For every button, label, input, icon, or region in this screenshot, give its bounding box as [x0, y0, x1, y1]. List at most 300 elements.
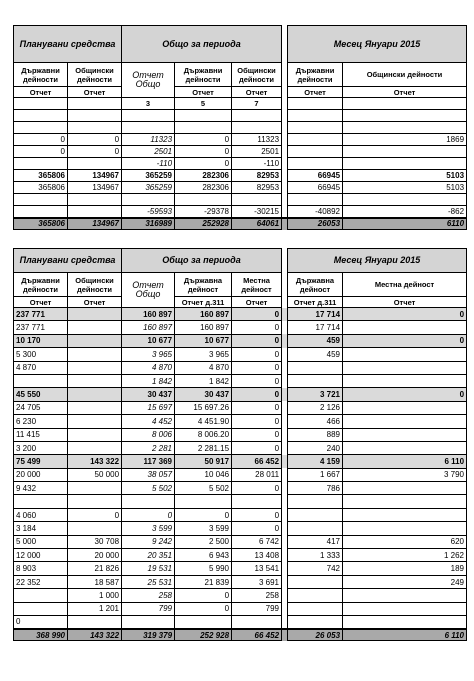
- table-cell: 9 432: [14, 482, 68, 495]
- table-cell: 5 300: [14, 348, 68, 361]
- table-cell: 3 721: [288, 388, 343, 401]
- table-cell: 0: [175, 134, 232, 146]
- table-cell: 1 842: [122, 374, 175, 387]
- table-cell: 82953: [232, 182, 282, 194]
- table-row: [14, 374, 467, 387]
- table-cell: 4 870: [122, 361, 175, 374]
- table-cell: 0: [232, 388, 282, 401]
- table-cell: 0: [232, 508, 282, 521]
- table-row: [14, 495, 467, 508]
- table-cell: 0: [175, 589, 232, 602]
- table-cell: [122, 615, 175, 628]
- table-cell: 15 697: [122, 401, 175, 414]
- table-cell: [175, 110, 232, 122]
- table-cell: 8 006: [122, 428, 175, 441]
- table-cell: [343, 122, 467, 134]
- table-row: [14, 468, 467, 481]
- table-cell: 5 000: [14, 535, 68, 548]
- table-cell: 4 159: [288, 455, 343, 468]
- table-cell: 0: [68, 146, 122, 158]
- table-cell: 0: [343, 308, 467, 321]
- table-cell: -40892: [288, 206, 343, 218]
- table-cell: 30 437: [122, 388, 175, 401]
- sub-report: Отчет: [14, 297, 68, 308]
- table-cell: 9 242: [122, 535, 175, 548]
- table-cell: [68, 206, 122, 218]
- table-cell: 0: [232, 441, 282, 454]
- table-cell: 0: [232, 361, 282, 374]
- table-cell: 0: [68, 134, 122, 146]
- table-cell: [288, 522, 343, 535]
- table-row: [14, 401, 467, 414]
- table-cell: [122, 495, 175, 508]
- period-total-header: Общо за периода: [122, 249, 282, 273]
- table-cell: [343, 602, 467, 615]
- table-cell: [68, 361, 122, 374]
- table-cell: 620: [343, 535, 467, 548]
- col-total-report: Отчет Общо: [122, 63, 175, 98]
- table-cell: 1 333: [288, 549, 343, 562]
- table-row: [14, 455, 467, 468]
- table-cell: 143 322: [68, 455, 122, 468]
- table-total-row: 368 990 143 322 319 379 252 928 66 452 26 053 6 110: [14, 629, 467, 641]
- table-cell: 459: [288, 348, 343, 361]
- table-cell: 20 000: [14, 468, 68, 481]
- table-cell: [288, 146, 343, 158]
- table-cell: [14, 206, 68, 218]
- table-cell: 0: [232, 321, 282, 334]
- table-cell: 13 408: [232, 549, 282, 562]
- table-cell: [68, 374, 122, 387]
- table-cell: 1 667: [288, 468, 343, 481]
- col-state-period: Държавни дейности: [175, 63, 232, 87]
- table-cell: [343, 401, 467, 414]
- table-cell: [288, 158, 343, 170]
- table-cell: 0: [232, 348, 282, 361]
- table-cell: 160 897: [122, 321, 175, 334]
- table-total-row: 365806 134967 316989 252928 64061 26053 6110: [14, 218, 467, 230]
- table-row: [14, 134, 467, 146]
- table-cell: 11323: [122, 134, 175, 146]
- table-cell: 8 006.20: [175, 428, 232, 441]
- table-row: [14, 575, 467, 588]
- sub-report: Отчет: [232, 297, 282, 308]
- table-cell: 0: [14, 615, 68, 628]
- table-cell: 12 000: [14, 549, 68, 562]
- table-cell: [68, 308, 122, 321]
- table-cell: 160 897: [175, 308, 232, 321]
- table-cell: [343, 361, 467, 374]
- table-row: [14, 110, 467, 122]
- table-cell: [122, 194, 175, 206]
- table-cell: 10 677: [122, 334, 175, 347]
- table-cell: 2 281: [122, 441, 175, 454]
- table-cell: [68, 615, 122, 628]
- table-cell: 6 943: [175, 549, 232, 562]
- table-cell: [343, 374, 467, 387]
- table-cell: [343, 482, 467, 495]
- table-cell: -110: [122, 158, 175, 170]
- table-cell: [68, 428, 122, 441]
- table-cell: 134967: [68, 170, 122, 182]
- table-cell: 3 599: [122, 522, 175, 535]
- table-cell: 6 230: [14, 415, 68, 428]
- table-cell: 0: [343, 334, 467, 347]
- table-cell: 365806: [14, 182, 68, 194]
- table-cell: 5103: [343, 182, 467, 194]
- col-number: 3: [122, 98, 175, 110]
- table-cell: 4 451.90: [175, 415, 232, 428]
- table-cell: 75 499: [14, 455, 68, 468]
- table-cell: [288, 602, 343, 615]
- table-cell: 30 437: [175, 388, 232, 401]
- table-cell: 3 691: [232, 575, 282, 588]
- table-cell: 2 126: [288, 401, 343, 414]
- table-cell: [68, 110, 122, 122]
- table-row: [14, 482, 467, 495]
- table-cell: 17 714: [288, 321, 343, 334]
- table-cell: [343, 615, 467, 628]
- table-cell: 82953: [232, 170, 282, 182]
- sub-report: Отчет: [175, 87, 232, 98]
- table-row: [14, 122, 467, 134]
- table-cell: 21 826: [68, 562, 122, 575]
- month-header: Месец Януари 2015: [288, 249, 467, 273]
- table-cell: [68, 388, 122, 401]
- table-cell: 3 965: [122, 348, 175, 361]
- table-cell: 20 000: [68, 549, 122, 562]
- col-state: Държавни дейности: [14, 63, 68, 87]
- table-row: [14, 415, 467, 428]
- table-cell: 742: [288, 562, 343, 575]
- table-cell: 282306: [175, 170, 232, 182]
- table-cell: [175, 615, 232, 628]
- table-cell: 889: [288, 428, 343, 441]
- table-cell: 13 541: [232, 562, 282, 575]
- col-municipal: Общински дейности: [68, 63, 122, 87]
- table-cell: [14, 122, 68, 134]
- table-cell: 6 742: [232, 535, 282, 548]
- table-cell: [68, 122, 122, 134]
- table-cell: [175, 495, 232, 508]
- table-cell: [343, 589, 467, 602]
- table-cell: 19 531: [122, 562, 175, 575]
- table-cell: 0: [122, 508, 175, 521]
- table-cell: [343, 110, 467, 122]
- table-cell: [288, 495, 343, 508]
- col-state: Държавни дейности: [14, 273, 68, 297]
- table-cell: 0: [232, 428, 282, 441]
- table-cell: 10 046: [175, 468, 232, 481]
- table-cell: [68, 348, 122, 361]
- table-cell: 237 771: [14, 308, 68, 321]
- table-cell: [288, 589, 343, 602]
- table-cell: 3 184: [14, 522, 68, 535]
- table-cell: 0: [232, 522, 282, 535]
- table-row: [14, 589, 467, 602]
- table-row: [14, 602, 467, 615]
- table-row: [14, 388, 467, 401]
- table-cell: [14, 495, 68, 508]
- table-cell: 0: [232, 482, 282, 495]
- table-cell: 134967: [68, 182, 122, 194]
- table-cell: [14, 194, 68, 206]
- table-cell: 3 599: [175, 522, 232, 535]
- table-cell: 4 452: [122, 415, 175, 428]
- table-cell: 25 531: [122, 575, 175, 588]
- col-state-period: Държавна дейност: [175, 273, 232, 297]
- table-cell: 0: [175, 508, 232, 521]
- table-row: [14, 615, 467, 628]
- table-cell: 66945: [288, 182, 343, 194]
- table-cell: 4 060: [14, 508, 68, 521]
- table-cell: 8 903: [14, 562, 68, 575]
- table-cell: 0: [14, 134, 68, 146]
- table-row: [14, 428, 467, 441]
- table-cell: 160 897: [175, 321, 232, 334]
- table-cell: [68, 441, 122, 454]
- table-cell: [288, 110, 343, 122]
- table-row: [14, 522, 467, 535]
- table-cell: 5103: [343, 170, 467, 182]
- table-cell: [68, 415, 122, 428]
- table-cell: [122, 122, 175, 134]
- sub-report: Отчет: [343, 87, 467, 98]
- budget-table-detail: [13, 248, 467, 641]
- table-cell: -59593: [122, 206, 175, 218]
- table-cell: 10 170: [14, 334, 68, 347]
- table-cell: 4 870: [14, 361, 68, 374]
- table-row: [14, 562, 467, 575]
- table-cell: 18 587: [68, 575, 122, 588]
- table-row: [14, 194, 467, 206]
- table-cell: 459: [288, 334, 343, 347]
- table-cell: 30 708: [68, 535, 122, 548]
- col-total-report: Отчет Общо: [122, 273, 175, 308]
- table-cell: 237 771: [14, 321, 68, 334]
- table-cell: 282306: [175, 182, 232, 194]
- table-cell: [288, 122, 343, 134]
- table-row: [14, 321, 467, 334]
- table-cell: [232, 615, 282, 628]
- table-cell: [68, 522, 122, 535]
- table-cell: [68, 482, 122, 495]
- table-cell: [343, 146, 467, 158]
- table-cell: [68, 194, 122, 206]
- table-cell: [14, 158, 68, 170]
- table-cell: 11323: [232, 134, 282, 146]
- table-cell: 1 262: [343, 549, 467, 562]
- table-cell: [14, 374, 68, 387]
- table-cell: 0: [232, 374, 282, 387]
- table-cell: [14, 589, 68, 602]
- table-cell: 0: [68, 508, 122, 521]
- table-row: [14, 170, 467, 182]
- sub-report: Отчет д.311: [175, 297, 232, 308]
- table-row: [14, 508, 467, 521]
- table-cell: 3 965: [175, 348, 232, 361]
- table-row: [14, 334, 467, 347]
- month-header: Месец Януари 2015: [288, 26, 467, 63]
- budget-table-summary: [13, 25, 467, 230]
- col-state-month: Държавна дейност: [288, 273, 343, 297]
- table-cell: 6 110: [343, 455, 467, 468]
- table-cell: [343, 495, 467, 508]
- table-cell: [343, 415, 467, 428]
- table-cell: 0: [175, 158, 232, 170]
- table-cell: [68, 495, 122, 508]
- table-cell: 0: [175, 602, 232, 615]
- table-cell: 0: [232, 401, 282, 414]
- table-cell: -862: [343, 206, 467, 218]
- table-row: [14, 146, 467, 158]
- table-cell: 365259: [122, 170, 175, 182]
- table-cell: [288, 374, 343, 387]
- col-municipal: Общински дейности: [68, 273, 122, 297]
- table-row: [14, 182, 467, 194]
- table-cell: 189: [343, 562, 467, 575]
- table-cell: 258: [232, 589, 282, 602]
- table-cell: 3 200: [14, 441, 68, 454]
- table-row: [14, 549, 467, 562]
- sub-report: Отчет: [14, 87, 68, 98]
- table-cell: 117 369: [122, 455, 175, 468]
- table-cell: [175, 194, 232, 206]
- table-cell: 22 352: [14, 575, 68, 588]
- table-cell: 799: [122, 602, 175, 615]
- table-cell: 365259: [122, 182, 175, 194]
- table-cell: [343, 348, 467, 361]
- table-cell: [288, 134, 343, 146]
- table-cell: 2 500: [175, 535, 232, 548]
- table-row: [14, 158, 467, 170]
- table-cell: 28 011: [232, 468, 282, 481]
- table-cell: [343, 522, 467, 535]
- table-cell: 2 281.15: [175, 441, 232, 454]
- table-cell: 66 452: [232, 455, 282, 468]
- table-cell: 0: [175, 146, 232, 158]
- planned-funds-header: Планувани средства: [14, 26, 122, 63]
- table-cell: -30215: [232, 206, 282, 218]
- table-cell: 20 351: [122, 549, 175, 562]
- table-cell: 2501: [232, 146, 282, 158]
- table-cell: 50 917: [175, 455, 232, 468]
- col-number: 7: [232, 98, 282, 110]
- sub-report: Отчет: [288, 87, 343, 98]
- col-local-period: Местна дейност: [232, 273, 282, 297]
- table-cell: 249: [343, 575, 467, 588]
- table-cell: [288, 575, 343, 588]
- planned-funds-header: Планувани средства: [14, 249, 122, 273]
- column-number-row: [14, 98, 467, 110]
- table-cell: 17 714: [288, 308, 343, 321]
- sub-report: Отчет: [68, 297, 122, 308]
- col-municipal-month: Общински дейности: [343, 63, 467, 87]
- table-cell: -29378: [175, 206, 232, 218]
- table-cell: 5 990: [175, 562, 232, 575]
- table-cell: 0: [232, 415, 282, 428]
- table-cell: 0: [232, 334, 282, 347]
- table-cell: [343, 321, 467, 334]
- table-cell: 3 790: [343, 468, 467, 481]
- table-cell: 50 000: [68, 468, 122, 481]
- table-cell: 417: [288, 535, 343, 548]
- table-cell: [288, 361, 343, 374]
- table-cell: 5 502: [122, 482, 175, 495]
- table-cell: 10 677: [175, 334, 232, 347]
- table-row: [14, 348, 467, 361]
- table-row: [14, 441, 467, 454]
- table-cell: 160 897: [122, 308, 175, 321]
- table-cell: [68, 158, 122, 170]
- table-cell: [288, 194, 343, 206]
- table-cell: 0: [232, 308, 282, 321]
- table-cell: 786: [288, 482, 343, 495]
- table-cell: 38 057: [122, 468, 175, 481]
- table-cell: [288, 508, 343, 521]
- table-cell: [343, 428, 467, 441]
- sub-report: Отчет: [232, 87, 282, 98]
- sub-report: Отчет д.311: [288, 297, 343, 308]
- table-row: [14, 535, 467, 548]
- col-local-month: Местна дейност: [343, 273, 467, 297]
- table-cell: 1 842: [175, 374, 232, 387]
- table-cell: [288, 615, 343, 628]
- table-cell: [68, 401, 122, 414]
- table-cell: [68, 334, 122, 347]
- table-cell: [343, 441, 467, 454]
- table-cell: [232, 110, 282, 122]
- table-cell: 2501: [122, 146, 175, 158]
- table-cell: 15 697.26: [175, 401, 232, 414]
- table-cell: [232, 122, 282, 134]
- table-cell: 4 870: [175, 361, 232, 374]
- table-cell: 1869: [343, 134, 467, 146]
- table-cell: [232, 194, 282, 206]
- table-cell: 240: [288, 441, 343, 454]
- table-cell: -110: [232, 158, 282, 170]
- table-cell: [68, 321, 122, 334]
- table-cell: 1 201: [68, 602, 122, 615]
- table-cell: 5 502: [175, 482, 232, 495]
- period-total-header: Общо за периода: [122, 26, 282, 63]
- sub-report: Отчет: [68, 87, 122, 98]
- table-cell: 799: [232, 602, 282, 615]
- table-row: [14, 361, 467, 374]
- table-cell: [175, 122, 232, 134]
- table-cell: [122, 110, 175, 122]
- table-cell: 24 705: [14, 401, 68, 414]
- col-state-month: Държавни дейности: [288, 63, 343, 87]
- table-cell: 258: [122, 589, 175, 602]
- table-cell: [232, 495, 282, 508]
- table-cell: 0: [343, 388, 467, 401]
- col-number: 5: [175, 98, 232, 110]
- sub-report: Отчет: [343, 297, 467, 308]
- table-cell: [343, 158, 467, 170]
- table-cell: 66945: [288, 170, 343, 182]
- table-cell: 45 550: [14, 388, 68, 401]
- table-row: [14, 206, 467, 218]
- table-cell: [14, 602, 68, 615]
- table-cell: [343, 194, 467, 206]
- table-cell: 0: [14, 146, 68, 158]
- table-cell: 11 415: [14, 428, 68, 441]
- table-cell: 365806: [14, 170, 68, 182]
- table-row: [14, 308, 467, 321]
- table-cell: 1 000: [68, 589, 122, 602]
- table-cell: [14, 110, 68, 122]
